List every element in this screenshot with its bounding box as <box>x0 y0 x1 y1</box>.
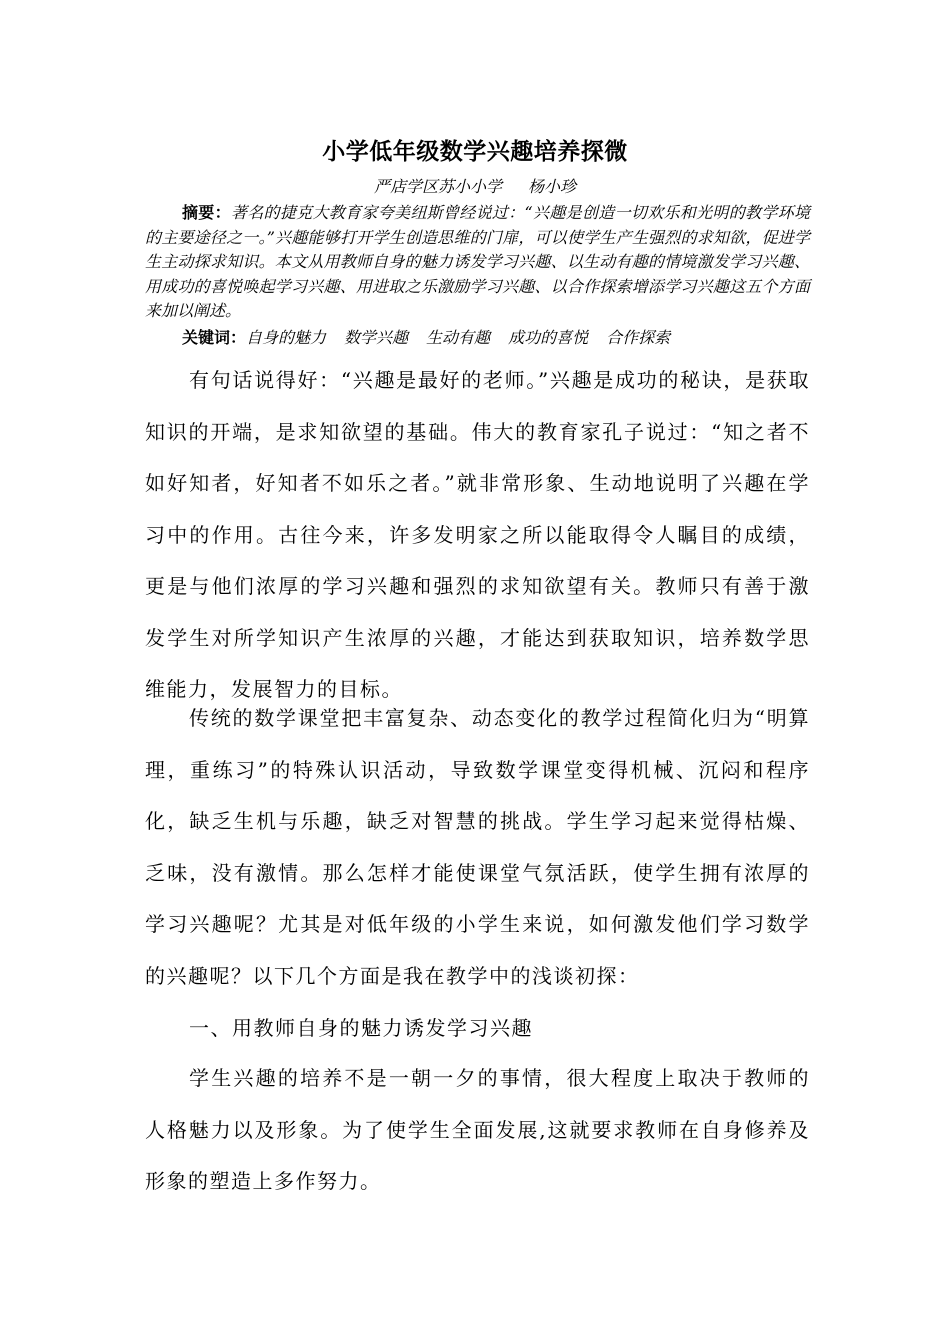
abstract <box>145 201 810 324</box>
keywords <box>182 326 822 350</box>
keyword: 合作探索 <box>606 328 671 347</box>
abstract-text: 著名的捷克大教育家夸美纽斯曾经说过：“兴趣是创造一切欢乐和光明的教学环境的主要途径之一。”兴趣能够打开学生创造思维的门扉，可以使学生产生强烈的求知欲，促进学生主动探求知识。本文从用教师自身的魅力诱发学习兴趣、以生动有趣的情境激发学习兴趣、用成功的喜悦唤起学习兴趣、用进取之乐激励学习兴趣、以合作探索增添学习兴趣这五个方面来加以阐述。 <box>145 203 810 320</box>
keyword: 自身的魅力 <box>246 328 327 347</box>
section-heading-text: 一、用教师自身的魅力诱发学习兴趣 <box>189 1016 533 1040</box>
abstract-paragraph <box>145 201 810 324</box>
section-heading-1 <box>145 1003 810 1055</box>
keywords-label: 关键词： <box>182 328 247 347</box>
paragraph-text: 学生兴趣的培养不是一朝一夕的事情，很大程度上取决于教师的人格魅力以及形象。为了使学生全面发展,这就要求教师在自身修养及形象的塑造上多作努力。 <box>145 1066 810 1193</box>
keyword: 数学兴趣 <box>344 328 409 347</box>
author-name: 杨小珍 <box>528 177 577 196</box>
paragraph-text: 传统的数学课堂把丰富复杂、动态变化的教学过程简化归为“明算理，重练习”的特殊认识活动，导致数学课堂变得机械、沉闷和程序化，缺乏生机与乐趣，缺乏对智慧的挑战。学生学习起来觉得枯燥、乏味，没有激情。那么怎样才能使课堂气氛活跃，使学生拥有浓厚的学习兴趣呢？尤其是对低年级的小学生来说，如何激发他们学习数学的兴趣呢？以下几个方面是我在教学中的浅谈初探： <box>145 706 810 988</box>
abstract-label: 摘要： <box>182 203 231 222</box>
body-paragraph-1 <box>145 355 810 716</box>
paragraph-text: 有句话说得好：“兴趣是最好的老师。”兴趣是成功的秘诀，是获取知识的开端，是求知欲望的基础。伟大的教育家孔子说过：“知之者不如好知者，好知者不如乐之者。”就非常形象、生动地说明了兴趣在学习中的作用。古往今来，许多发明家之所以能取得令人瞩目的成绩，更是与他们浓厚的学习兴趣和强烈的求知欲望有关。教师只有善于激发学生对所学知识产生浓厚的兴趣，才能达到获取知识，培养数学思维能力，发展智力的目标。 <box>145 368 810 701</box>
author-school: 严店学区苏小小学 <box>373 177 502 196</box>
body-paragraph-3 <box>145 1053 810 1208</box>
body-paragraph-2 <box>145 693 810 1002</box>
keyword: 生动有趣 <box>426 328 491 347</box>
keyword: 成功的喜悦 <box>508 328 589 347</box>
author-line <box>0 176 950 198</box>
document-title: 小学低年级数学兴趣培养探微 <box>322 139 628 165</box>
